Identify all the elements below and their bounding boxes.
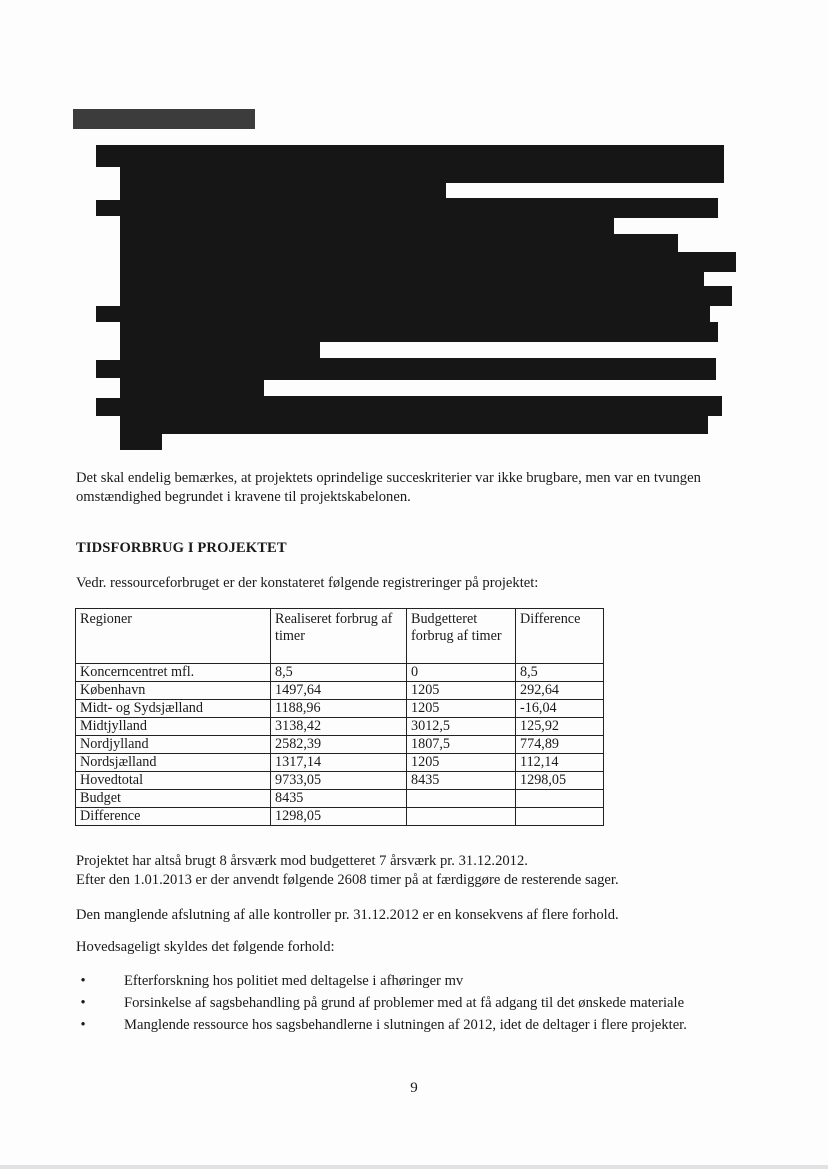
table-cell: 1205 [407,754,516,772]
table-header-row [76,609,604,664]
table-cell: 1298,05 [516,772,604,790]
table-cell: 3012,5 [407,718,516,736]
table-cell: -16,04 [516,700,604,718]
table-cell: 8435 [407,772,516,790]
intro-paragraph: Det skal endelig bemærkes, at projektets oprindelige succeskriterier var ikke brugbare, men var en tvungen omstændighed begrundet i kravene til projektskabelonen. [76,470,701,505]
bullet-icon: • [80,995,86,1011]
table-cell [407,808,516,826]
table-cell: 1497,64 [271,682,407,700]
causes-list [76,970,687,1036]
table-cell: 1205 [407,700,516,718]
table-cell: 9733,05 [271,772,407,790]
redacted-heading [73,109,255,129]
table-cell: 292,64 [516,682,604,700]
list-item-text: Forsinkelse af sagsbehandling på grund af problemer med at få adgang til det ønskede materiale [124,995,685,1011]
page-number: 9 [410,1080,418,1096]
summary-paragraph-1: Projektet har altså brugt 8 årsværk mod budgetteret 7 årsværk pr. 31.12.2012. [76,853,528,869]
table-cell [516,808,604,826]
table-cell: 3138,42 [271,718,407,736]
table-cell: 8435 [271,790,407,808]
list-item-text: Efterforskning hos politiet med deltagelse i afhøringer mv [124,973,464,989]
table-cell: Koncerncentret mfl. [76,664,271,682]
list-item-text: Manglende ressource hos sagsbehandlerne i slutningen af 2012, idet de deltager i flere projekter. [124,1017,687,1033]
resource-table [75,608,604,826]
summary-paragraph-2: Efter den 1.01.2013 er der anvendt følgende 2608 timer på at færdiggøre de resterende sager. [76,872,619,888]
table-row [76,736,604,754]
bullet-icon: • [80,973,86,989]
table-cell: 8,5 [516,664,604,682]
table-cell: 125,92 [516,718,604,736]
table-cell: København [76,682,271,700]
table-header-cell: Budgetteret forbrug af timer [407,609,516,664]
table-cell: 1188,96 [271,700,407,718]
table-cell: 8,5 [271,664,407,682]
table-cell: 112,14 [516,754,604,772]
table-intro-paragraph: Vedr. ressourceforbruget er der konstateret følgende registreringer på projektet: [76,575,539,591]
table-cell: Budget [76,790,271,808]
table-row [76,664,604,682]
table-cell: Midt- og Sydsjælland [76,700,271,718]
table-row [76,790,604,808]
table-cell: 774,89 [516,736,604,754]
table-row [76,682,604,700]
page-edge-divider [0,1165,828,1169]
table-cell: 0 [407,664,516,682]
list-item [76,1014,687,1036]
table-row [76,718,604,736]
table-cell: Nordsjælland [76,754,271,772]
table-row [76,808,604,826]
section-heading: TIDSFORBRUG I PROJEKTET [76,540,287,556]
table-row [76,754,604,772]
causes-intro-paragraph: Hovedsageligt skyldes det følgende forhold: [76,939,335,955]
table-cell [407,790,516,808]
consequence-paragraph: Den manglende afslutning af alle kontroller pr. 31.12.2012 er en konsekvens af flere forhold. [76,907,619,923]
table-cell: 1298,05 [271,808,407,826]
table-row [76,700,604,718]
table-header-cell: Difference [516,609,604,664]
table-cell [516,790,604,808]
table-cell: 2582,39 [271,736,407,754]
table-cell: 1205 [407,682,516,700]
table-header-cell: Realiseret forbrug af timer [271,609,407,664]
table-header-cell: Regioner [76,609,271,664]
table-cell: Difference [76,808,271,826]
table-row [76,772,604,790]
table-cell: Midtjylland [76,718,271,736]
list-item [76,970,687,992]
bullet-icon: • [80,1017,86,1033]
table-cell: 1807,5 [407,736,516,754]
list-item [76,992,687,1014]
table-cell: 1317,14 [271,754,407,772]
table-cell: Hovedtotal [76,772,271,790]
table-cell: Nordjylland [76,736,271,754]
